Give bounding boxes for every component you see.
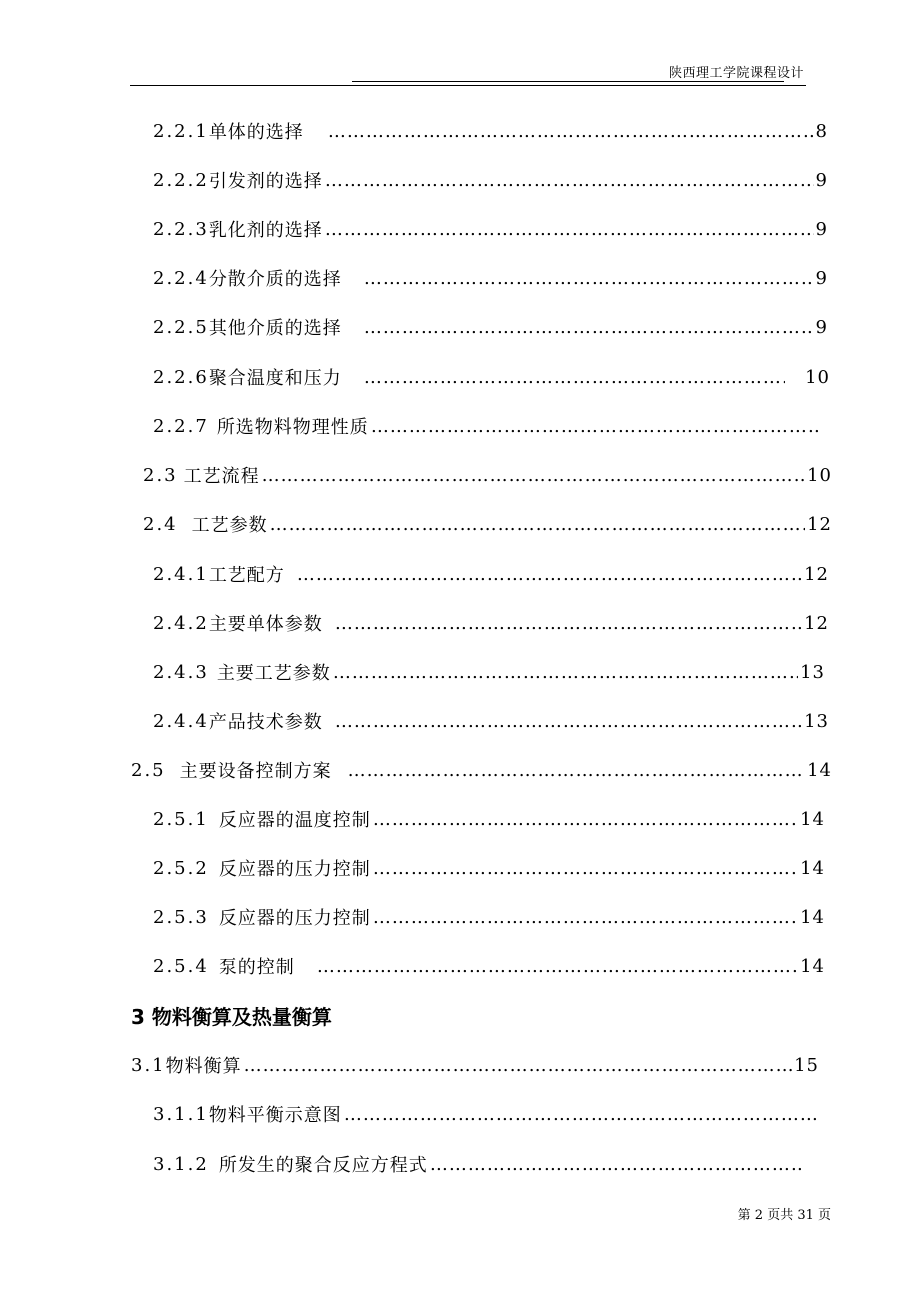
toc-number: 2.2.3 [153, 218, 209, 240]
toc-leader [335, 613, 802, 634]
toc-text: 引发剂的选择 [208, 171, 323, 192]
toc-number: 2.4.3 [153, 661, 209, 683]
toc-entry[interactable] [153, 364, 830, 390]
toc-number: 2.2.4 [153, 267, 209, 289]
toc-text: 乳化剂的选择 [208, 220, 323, 241]
toc-leader [373, 907, 798, 928]
toc-page: 15 [794, 1054, 819, 1076]
toc-leader [270, 514, 805, 535]
toc-page: 12 [804, 612, 829, 634]
toc-text: 所发生的聚合反应方程式 [218, 1155, 428, 1176]
toc-text: 主要工艺参数 [216, 663, 331, 684]
toc-page: 13 [800, 661, 825, 683]
toc-entry[interactable] [153, 659, 825, 685]
toc-entry[interactable] [153, 413, 823, 439]
toc-leader [348, 760, 805, 781]
toc-entry[interactable] [153, 904, 825, 930]
toc-text: 泵的控制 [218, 957, 295, 978]
toc-leader [364, 317, 814, 338]
toc-entry[interactable] [143, 462, 832, 488]
page-footer: 第 2 页共 31 页 [737, 1208, 831, 1223]
toc-text: 反应器的压力控制 [218, 908, 371, 929]
header-rule [130, 85, 806, 86]
toc-leader [325, 170, 814, 191]
header-title: 陕西理工学院课程设计 [668, 66, 804, 81]
toc-number: 2.5 [131, 759, 166, 781]
toc-page: 12 [804, 563, 829, 585]
toc-number: 2.5.3 [153, 906, 209, 928]
toc-number: 2.5.2 [153, 857, 209, 879]
toc-leader [262, 465, 805, 486]
toc-leader [364, 367, 785, 388]
toc-entry[interactable] [153, 167, 828, 193]
toc-page: 9 [815, 316, 828, 338]
toc-page: 14 [800, 857, 825, 879]
toc-number: 2.4.4 [153, 710, 209, 732]
toc-leader [297, 564, 802, 585]
toc-entry[interactable] [153, 118, 828, 144]
toc-number: 2.2.6 [153, 366, 209, 388]
toc-number: 3.1.1 [153, 1103, 209, 1125]
toc-text: 物料平衡示意图 [208, 1105, 342, 1126]
toc-number: 2.5.4 [153, 955, 209, 977]
toc-entry[interactable] [153, 1151, 803, 1177]
toc-number: 2.3 [143, 464, 178, 486]
toc-leader [335, 711, 802, 732]
toc-page: 12 [807, 513, 832, 535]
toc-entry[interactable] [153, 265, 828, 291]
toc-leader [317, 956, 798, 977]
toc-text: 产品技术参数 [208, 712, 323, 733]
toc-page: 10 [805, 366, 830, 388]
toc-page: 14 [800, 955, 825, 977]
toc-entry[interactable] [153, 1101, 819, 1127]
toc-number: 2.4.1 [153, 563, 209, 585]
toc-text: 主要单体参数 [208, 614, 323, 635]
toc-entry[interactable] [153, 216, 828, 242]
toc-entry[interactable] [131, 757, 832, 783]
toc-page: 9 [815, 169, 828, 191]
page-header [130, 66, 806, 86]
toc-number: 2.4.2 [153, 612, 209, 634]
toc-entry[interactable] [143, 511, 832, 537]
toc-entry[interactable] [153, 561, 829, 587]
toc-entry[interactable] [153, 855, 825, 881]
toc-number: 3.1 [131, 1054, 166, 1076]
toc-number: 2.2.2 [153, 169, 209, 191]
toc-page: 13 [804, 710, 829, 732]
toc-page: 14 [800, 906, 825, 928]
toc-text: 工艺流程 [183, 466, 260, 487]
toc-text: 工艺参数 [191, 515, 268, 536]
toc-leader [373, 858, 798, 879]
toc-page: 9 [815, 218, 828, 240]
toc-number: 2.4 [143, 513, 178, 535]
toc-text: 聚合温度和压力 [208, 368, 342, 389]
toc-text: 分散介质的选择 [208, 269, 342, 290]
toc-entry[interactable] [153, 314, 828, 340]
toc-entry[interactable] [131, 1052, 819, 1078]
toc-page: 14 [807, 759, 832, 781]
toc-leader [244, 1055, 792, 1076]
toc-leader [371, 416, 821, 437]
toc-page: 10 [807, 464, 832, 486]
toc-leader [325, 219, 814, 240]
toc-entry[interactable] [153, 806, 825, 832]
toc-page: 14 [800, 808, 825, 830]
toc-leader [373, 809, 798, 830]
toc-leader [344, 1104, 817, 1125]
toc-entry[interactable] [153, 708, 829, 734]
toc-leader [364, 268, 814, 289]
toc-number: 3.1.2 [153, 1153, 209, 1175]
toc-number: 2.2.1 [153, 120, 209, 142]
toc-number: 2.2.5 [153, 316, 209, 338]
toc-number: 2.5.1 [153, 808, 209, 830]
toc-page: 9 [815, 267, 828, 289]
toc-text: 反应器的温度控制 [218, 810, 371, 831]
toc-text: 物料衡算 [165, 1056, 242, 1077]
toc-leader [430, 1154, 801, 1175]
toc-page: 8 [815, 120, 828, 142]
toc-text: 所选物料物理性质 [216, 417, 369, 438]
toc-entry[interactable] [153, 953, 825, 979]
section-heading: 3 物料衡算及热量衡算 [131, 1005, 332, 1029]
toc-text: 其他介质的选择 [208, 318, 342, 339]
toc-leader [333, 662, 798, 683]
toc-leader [328, 121, 814, 142]
toc-entry[interactable] [153, 610, 829, 636]
toc-text: 单体的选择 [208, 122, 304, 143]
toc-text: 工艺配方 [208, 565, 285, 586]
toc-text: 主要设备控制方案 [179, 761, 332, 782]
toc-text: 反应器的压力控制 [218, 859, 371, 880]
toc-number: 2.2.7 [153, 415, 209, 437]
